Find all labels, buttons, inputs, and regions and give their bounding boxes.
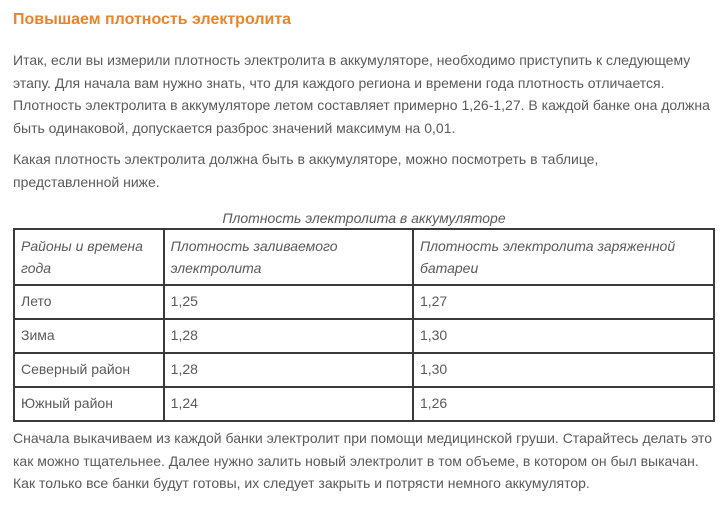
table-row	[14, 387, 714, 421]
intro-paragraph: Итак, если вы измерили плотность электролита в аккумуляторе, необходимо приступить к следующему этапу. Для начала вам нужно знать, что для каждого региона и времени года плотность отличается. Плотность электролита в аккумуляторе летом составляет примерно 1,26-1,27. В каждой банке она должна быть одинаковой, допускается разброс значений максимум на 0,01.	[13, 52, 710, 136]
table-caption: Плотность электролита в аккумуляторе	[222, 210, 506, 226]
cell-region: Зима	[14, 319, 164, 353]
cell-fill-density: 1,24	[164, 387, 413, 421]
table-intro-paragraph: Какая плотность электролита должна быть в аккумуляторе, можно посмотреть в таблице, представленной ниже.	[13, 151, 599, 190]
cell-region: Лето	[14, 285, 164, 319]
table-row	[14, 353, 714, 387]
cell-fill-density: 1,25	[164, 285, 413, 319]
cell-charged-density: 1,27	[413, 285, 714, 319]
table-row	[14, 319, 714, 353]
cell-fill-density: 1,28	[164, 353, 413, 387]
cell-region: Северный район	[14, 353, 164, 387]
procedure-paragraph: Сначала выкачиваем из каждой банки электролит при помощи медицинской груши. Старайтесь делать это как можно тщательнее. Далее нужно залить новый электролит в том объеме, в котором он был выкачан. Как только все банки будут готовы, их следует закрыть и потрясти немного аккумулятор.	[13, 430, 713, 491]
table-header-row	[14, 229, 714, 285]
cell-charged-density: 1,26	[413, 387, 714, 421]
density-table	[13, 228, 715, 422]
table-row	[14, 285, 714, 319]
header-fill-density: Плотность заливаемого электролита	[164, 229, 413, 285]
cell-charged-density: 1,30	[413, 319, 714, 353]
header-region-season: Районы и времена года	[14, 229, 164, 285]
cell-region: Южный район	[14, 387, 164, 421]
header-charged-density: Плотность электролита заряженной батареи	[413, 229, 714, 285]
cell-charged-density: 1,30	[413, 353, 714, 387]
article-heading: Повышаем плотность электролита	[13, 11, 292, 28]
cell-fill-density: 1,28	[164, 319, 413, 353]
